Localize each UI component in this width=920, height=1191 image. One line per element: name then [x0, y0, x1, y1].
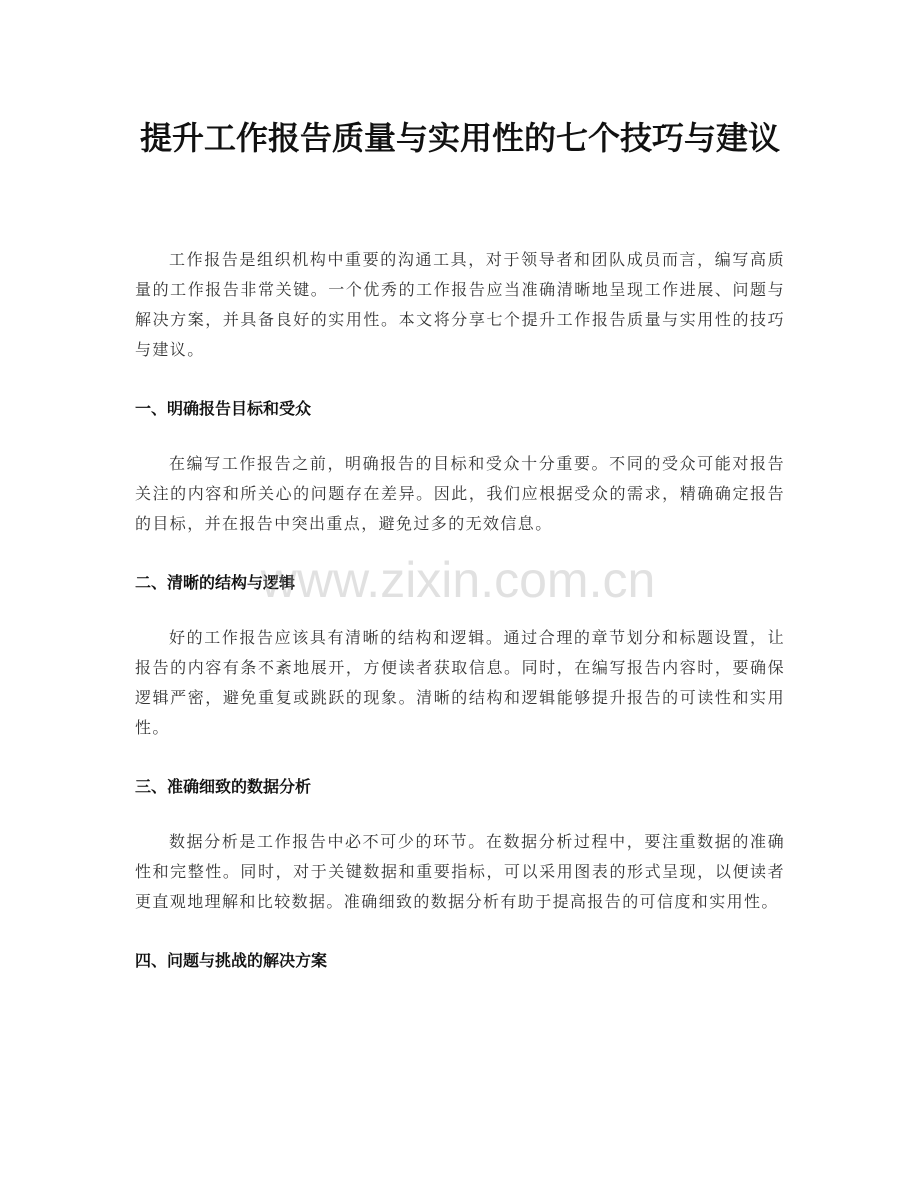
section-body-3: 数据分析是工作报告中必不可少的环节。在数据分析过程中，要注重数据的准确性和完整性。同时，对于关键数据和重要指标，可以采用图表的形式呈现，以便读者更直观地理解和比较数据。准确细致的数据分析有助于提高报告的可信度和实用性。: [135, 832, 785, 911]
section-heading-1: 一、明确报告目标和受众: [135, 399, 312, 418]
intro-paragraph: 工作报告是组织机构中重要的沟通工具，对于领导者和团队成员而言，编写高质量的工作报告非常关键。一个优秀的工作报告应当准确清晰地呈现工作进展、问题与解决方案，并具备良好的实用性。本文将分享七个提升工作报告质量与实用性的技巧与建议。: [135, 250, 785, 359]
section-body-1: 在编写工作报告之前，明确报告的目标和受众十分重要。不同的受众可能对报告关注的内容和所关心的问题存在差异。因此，我们应根据受众的需求，精确确定报告的目标，并在报告中突出重点，避免过多的无效信息。: [135, 454, 785, 533]
document-body: [135, 245, 785, 1001]
document-title: 提升工作报告质量与实用性的七个技巧与建议: [139, 119, 780, 157]
section-heading-3: 三、准确细致的数据分析: [135, 777, 312, 796]
section-body-2: 好的工作报告应该具有清晰的结构和逻辑。通过合理的章节划分和标题设置，让报告的内容有条不紊地展开，方便读者获取信息。同时，在编写报告内容时，要确保逻辑严密，避免重复或跳跃的现象。清晰的结构和逻辑能够提升报告的可读性和实用性。: [135, 628, 785, 737]
section-heading-4: 四、问题与挑战的解决方案: [135, 951, 328, 970]
section-heading-2: 二、清晰的结构与逻辑: [135, 573, 296, 592]
watermark: www.zixin.com.cn: [260, 552, 656, 608]
